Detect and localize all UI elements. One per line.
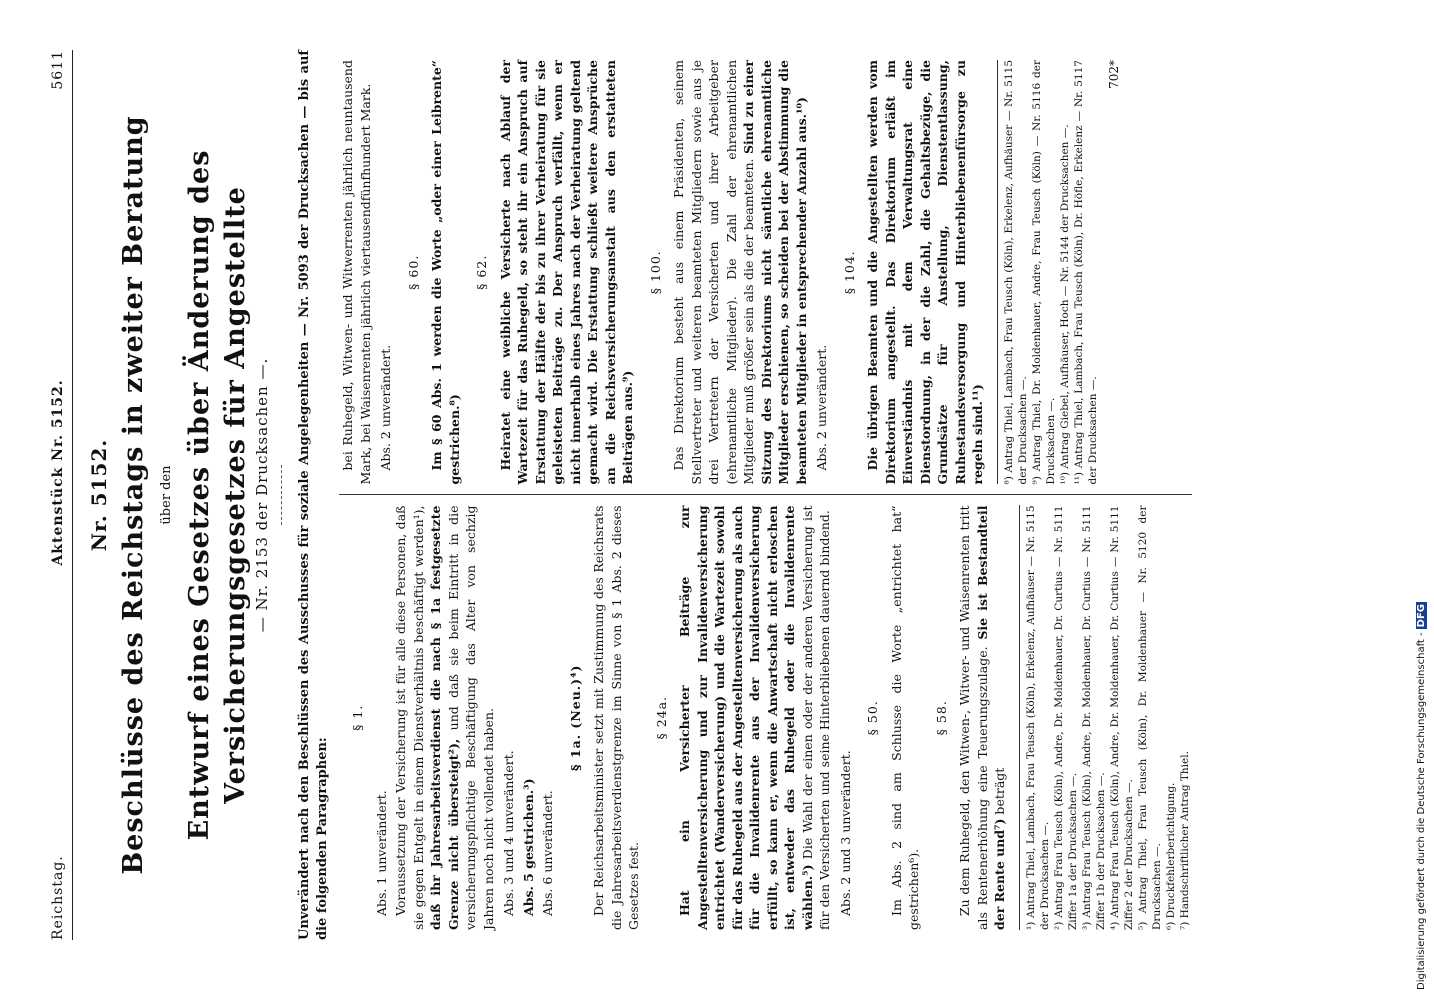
section-100-bold: Sind zu einer Sitzung des Direktoriums nicht sämtliche ehrenamtliche Mitglieder erschienen, so scheiden bei der Abstimmung die beamteten Mitglieder in entsprechender Anzahl aus.¹⁰) bbox=[741, 60, 809, 485]
section-1-abs2-bold: daß ihr Jahresarbeitsverdienst die nach § 1a festgesetzte Grenze nicht übersteigt²), bbox=[428, 505, 461, 930]
section-1-abs3: Abs. 3 und 4 unverändert. bbox=[501, 750, 516, 916]
footnote: ²) Antrag Frau Teusch (Köln), Andre, Dr. Moldenhauer, Dr. Curtius — Nr. 5111 Ziffer 1a der Drucksachen —. bbox=[1052, 505, 1079, 930]
section-24a-bold: Hat ein Versicherter Beiträge zur Angestelltenversicherung und zur Invalidenversicherung entrichtet (Wanderversicherung) und die Wartezeit sowohl für das Ruhegeld aus der Angestelltenversicherung als auch für die Invalidenrente aus der Invalidenversicherung erfüllt, so kann er, wenn die Anwartschaft nicht erloschen ist, entweder das Ruhegeld oder die Invalidenrente wählen.⁵) bbox=[677, 505, 815, 930]
running-header bbox=[50, 50, 73, 940]
section-1-abs6: Abs. 6 unverändert. bbox=[540, 790, 555, 916]
section-58-abs2: Abs. 2 unverändert. bbox=[378, 344, 393, 471]
text-columns bbox=[339, 50, 1192, 940]
section-100-text bbox=[670, 60, 810, 485]
digitization-credit bbox=[1416, 602, 1427, 990]
section-50-heading: § 50. bbox=[865, 700, 880, 736]
section-1-abs2-start: Voraussetzung der Versicherung ist für alle diese Personen, daß sie gegen Entgelt in einem Dienstverhältnis beschäftigt werden¹), bbox=[393, 505, 426, 930]
rotated-document-page bbox=[40, 20, 1400, 960]
section-24a-text bbox=[676, 506, 834, 931]
section-58-end: beträgt bbox=[992, 767, 1007, 815]
dfg-logo: DFG bbox=[1416, 604, 1427, 628]
footnote: ⁴) Antrag Frau Teusch (Köln), Andre, Dr. Moldenhauer, Dr. Curtius — Nr. 5111 Ziffer 2 der Drucksachen —. bbox=[1108, 505, 1135, 930]
section-58-continued: bei Ruhegeld, Witwen- und Witwerrenten jährlich neuntausend Mark, bei Waisenrenten jährlich viertausendfünfhundert Mark. bbox=[340, 60, 373, 485]
section-100-abs2: Abs. 2 unverändert. bbox=[814, 344, 829, 471]
section-24a-heading: § 24a. bbox=[653, 695, 669, 740]
footnote: ⁷) Handschriftlicher Antrag Thiel. bbox=[1178, 751, 1191, 930]
column-left bbox=[339, 496, 1192, 941]
footnote: ⁶) Druckfehlerberichtigung. bbox=[1164, 782, 1177, 930]
section-62-text: Heiratet eine weibliche Versicherte nach Ablauf der Wartezeit für das Ruhegeld, so steht ihr ein Anspruch auf Erstattung der Hälfte der bis zu ihrer Verheiratung für sie geleisteten Beiträge zu. Der Anspruch verfällt, wenn er nicht innerhalb eines Jahres nach der Verheiratung geltend gemacht wird. Die Erstattung schließt weitere Ansprüche an die Reichsversicherungsanstalt aus den erstatteten Beiträgen aus.⁹) bbox=[497, 60, 635, 485]
section-104-heading: § 104. bbox=[841, 250, 857, 295]
section-104-text: Die übrigen Beamten und die Angestellten werden vom Direktorium angestellt. Das Direktorium erläßt im Einverständnis mit dem Verwaltungsrat eine Dienstordnung, in der die Zahl, die Gehaltsbezüge, die Grundsätze für Anstellung, Dienstentlassung, Ruhestandsversorgung und Hinterbliebenenfürsorge zu regeln sind.¹¹) bbox=[865, 60, 985, 485]
header-left: Reichstag. bbox=[50, 855, 66, 940]
header-center: Aktenstück Nr. 5152. bbox=[50, 379, 66, 566]
intro-text: Unverändert nach den Beschlüssen des Ausschusses für soziale Angelegenheiten — Nr. 5093 der Drucksachen — bis auf die folgenden Paragraphen: bbox=[297, 50, 330, 940]
section-50-text: Im Abs. 2 sind am Schlusse die Worte „entrichtet hat“ gestrichen⁶). bbox=[888, 505, 921, 930]
section-58-heading: § 58. bbox=[933, 700, 949, 736]
section-100-heading: § 100. bbox=[647, 250, 663, 295]
section-62-heading: § 62. bbox=[474, 254, 489, 290]
section-100-start: Das Direktorium besteht aus einem Präsidenten, seinem Stellvertreter und weiteren beamteten Mitgliedern sowie aus je drei Vertretern der Versicherten und ihrer Arbeitgeber (ehrenamtliche Mitglieder). Die Zahl der ehrenamtlichen Mitglieder muß größer sein als die der beamteten. bbox=[671, 60, 756, 485]
document-number: Nr. 5152. bbox=[86, 438, 111, 552]
title-over: über den bbox=[159, 465, 174, 525]
section-1-heading: § 1. bbox=[350, 704, 365, 731]
document-title bbox=[86, 50, 283, 940]
section-1-abs2-end: und daß sie beim Eintritt in die versicherungspflichtige Beschäftigung das Alter von sechzig Jahren noch nicht vollendet haben. bbox=[445, 505, 496, 930]
footnote: ¹⁰) Antrag Giebel, Aufhäuser, Hoch — Nr. 5144 der Drucksachen —. bbox=[1058, 124, 1071, 485]
footnotes-right bbox=[997, 60, 1100, 485]
footnote: ¹¹) Antrag Thiel, Lambach, Frau Teusch (Köln), Dr. Höfle, Erkelenz — Nr. 5117 der Drucksachen —. bbox=[1072, 60, 1099, 485]
footnote: ⁹) Antrag Thiel, Dr. Moldenhauer, Andre, Frau Teusch (Köln) — Nr. 5116 der Drucksachen —. bbox=[1030, 60, 1057, 485]
footnote: ¹) Antrag Thiel, Lambach, Frau Teusch (Köln), Erkelenz, Aufhäuser — Nr. 5115 der Drucksachen —. bbox=[1024, 505, 1051, 930]
section-58-start: Zu dem Ruhegeld, den Witwen-, Witwer- und Waisenrenten tritt als Rentenerhöhung eine Teuerungszulage. bbox=[957, 505, 990, 930]
column-right bbox=[339, 50, 1192, 496]
section-60-heading: § 60. bbox=[405, 254, 421, 290]
page-number: 5611 bbox=[50, 50, 66, 90]
section-1-abs2 bbox=[392, 506, 497, 931]
credit-text: Digitalisierung gefördert durch die Deutsche Forschungsgemeinschaft - bbox=[1416, 632, 1427, 990]
signature-mark: 702* bbox=[1106, 60, 1121, 89]
section-24a-abs2: Abs. 2 und 3 unverändert. bbox=[837, 750, 853, 916]
footnote: ⁸) Antrag Thiel, Lambach, Frau Teusch (Köln), Erkelenz, Aufhäuser — Nr. 5115 der Drucksachen —. bbox=[1002, 60, 1029, 485]
title-divider bbox=[281, 465, 282, 525]
section-24a-rest: Die Wahl der einen oder der anderen Versicherung ist für den Versicherten und seine Hinterbliebenen dauernd bindend. bbox=[799, 505, 832, 930]
footnote: ³) Antrag Frau Teusch (Köln), Andre, Dr. Moldenhauer, Dr. Curtius — Nr. 5111 Ziffer 1b der Drucksachen —. bbox=[1080, 505, 1107, 930]
section-58-text bbox=[956, 506, 1009, 931]
section-60-text: Im § 60 Abs. 1 werden die Worte „oder einer Leibrente“ gestrichen.⁸) bbox=[429, 60, 462, 485]
footnote: ⁵) Antrag Thiel, Frau Teusch (Köln), Dr. Moldenhauer — Nr. 5120 der Drucksachen —. bbox=[1136, 505, 1163, 930]
section-58-bold: Sie ist Bestandteil der Rente und⁷) bbox=[974, 505, 1007, 930]
section-1a-heading: § 1a. (Neu.)⁴) bbox=[567, 664, 583, 771]
section-1a-text: Der Reichsarbeitsminister setzt mit Zustimmung des Reichsrats die Jahresarbeitsverdienstgrenze im Sinne von § 1 Abs. 2 dieses Gesetzes fest. bbox=[591, 505, 641, 930]
footnotes-left bbox=[1019, 506, 1192, 931]
title-line-1: Beschlüsse des Reichstags in zweiter Beratung bbox=[118, 115, 149, 875]
section-1-abs5: Abs. 5 gestrichen.³) bbox=[520, 778, 536, 916]
section-1-abs1: Abs. 1 unverändert. bbox=[373, 790, 389, 916]
title-line-2: Entwurf eines Gesetzes über Änderung des Versicherungsgesetzes für Angestellte bbox=[183, 149, 251, 841]
title-reference: — Nr. 2153 der Drucksachen —. bbox=[252, 357, 271, 633]
